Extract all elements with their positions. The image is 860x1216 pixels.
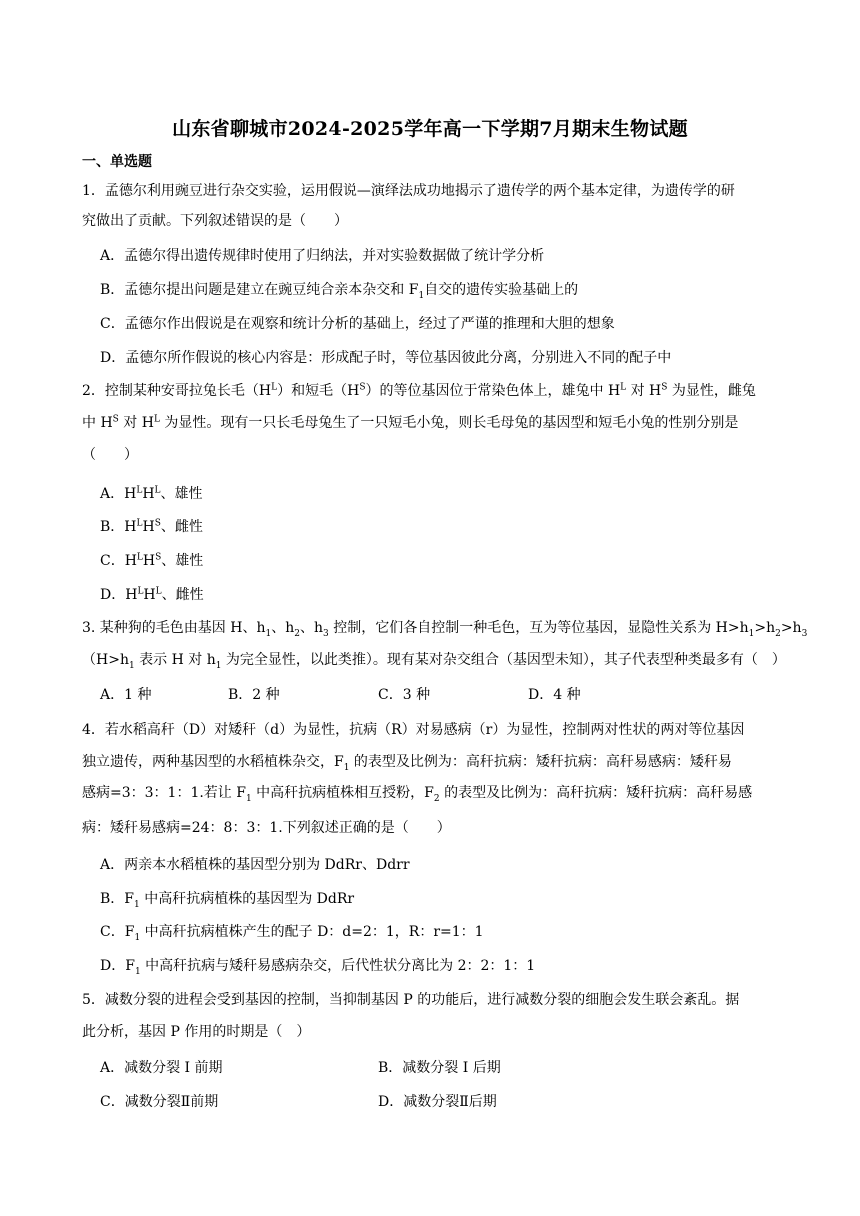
question-3-option-c[interactable]: C．3 种 bbox=[378, 687, 431, 703]
question-4-option-a[interactable]: A．两亲本水稻植株的基因型分别为 DdRr、Ddrr bbox=[100, 857, 410, 873]
question-5-option-b[interactable]: B．减数分裂 I 后期 bbox=[378, 1060, 501, 1076]
question-1-stem-line2: 究做出了贡献。下列叙述错误的是（ ） bbox=[82, 213, 348, 229]
question-4-stem-line1: 4．若水稻高秆（D）对矮秆（d）为显性，抗病（R）对易感病（r）为显性，控制两对性状的两对等位基因 bbox=[82, 722, 745, 738]
question-5-option-a[interactable]: A．减数分裂 I 前期 bbox=[100, 1060, 223, 1076]
question-1-option-b[interactable]: B．孟德尔提出问题是建立在豌豆纯合亲本杂交和 $F_1$自交的遗传实验基础上的 bbox=[100, 282, 579, 301]
question-4-option-c[interactable]: C．$F_1$ 中高秆抗病植株产生的配子 D：d=2：1，R：r=1：1 bbox=[100, 924, 484, 943]
question-4-option-b[interactable]: B．$F_1$ 中高秆抗病植株的基因型为 DdRr bbox=[100, 891, 355, 910]
question-1-option-a[interactable]: A．孟德尔得出遗传规律时使用了归纳法，并对实验数据做了统计学分析 bbox=[100, 248, 545, 264]
question-2-option-a[interactable]: A．$H^LH^L$、雄性 bbox=[100, 485, 203, 502]
question-5-stem-line1: 5．减数分裂的进程会受到基因的控制，当抑制基因 P 的功能后，进行减数分裂的细胞会发生联会紊乱。据 bbox=[82, 992, 740, 1008]
question-1-option-d[interactable]: D．孟德尔所作假说的核心内容是：形成配子时，等位基因彼此分离，分别进入不同的配子中 bbox=[100, 350, 672, 366]
question-2-stem-line1: 2．控制某种安哥拉兔长毛$(H^L)$和短毛$(H^S)$的等位基因位于常染色体上，雄兔中 $H^L$ 对 $H^S$ 为显性，雌兔 bbox=[82, 382, 756, 399]
question-5-option-d[interactable]: D．减数分裂Ⅱ后期 bbox=[378, 1094, 497, 1110]
question-2-stem-line2: 中 $H^S$ 对 $H^L$ 为显性。现有一只长毛母兔生了一只短毛小兔，则长毛母兔的基因型和短毛小兔的性别分别是 bbox=[82, 414, 739, 431]
question-3-option-a[interactable]: A．1 种 bbox=[100, 687, 152, 703]
question-2-stem-line3: （ ） bbox=[82, 447, 138, 463]
question-4-stem-line2: 独立遗传，两种基因型的水稻植株杂交，$F_1$ 的表型及比例为：高秆抗病：矮秆抗病：高秆易感病：矮秆易 bbox=[82, 754, 732, 773]
question-2-option-c[interactable]: C．$H^LH^S$、雄性 bbox=[100, 552, 204, 569]
question-2-option-d[interactable]: D．$H^LH^L$、雌性 bbox=[100, 586, 204, 603]
question-5-option-c[interactable]: C．减数分裂Ⅱ前期 bbox=[100, 1094, 219, 1110]
question-4-stem-line3: 感病=3：3：1：1.若让 $F_1$ 中高秆抗病植株相互授粉，$F_2$ 的表型及比例为：高秆抗病：矮秆抗病：高秆易感 bbox=[82, 785, 753, 804]
question-5-stem-line2: 此分析，基因 P 作用的时期是（ ） bbox=[82, 1024, 311, 1040]
question-3-option-b[interactable]: B．2 种 bbox=[228, 687, 280, 703]
section-heading: 一、单选题 bbox=[82, 154, 152, 170]
question-3-stem-line2: （$H>h_1$ 表示 H 对 $h_1$ 为完全显性，以此类推）。现有某对杂交组合（基因型未知），其子代表型种类最多有（ ） bbox=[82, 652, 786, 671]
question-1-option-c[interactable]: C．孟德尔作出假说是在观察和统计分析的基础上，经过了严谨的推理和大胆的想象 bbox=[100, 316, 615, 332]
question-2-option-b[interactable]: B．$H^LH^S$、雌性 bbox=[100, 518, 203, 535]
question-1-stem-line1: 1．孟德尔利用豌豆进行杂交实验，运用假说—演绎法成功地揭示了遗传学的两个基本定律，为遗传学的研 bbox=[82, 183, 735, 199]
question-3-stem-line1: 3. 某种狗的毛色由基因 H、$h_1$、$h_2$、$h_3$ 控制，它们各自控制一种毛色，互为等位基因，显隐性关系为 $H>h_1>h_2>h_3$ bbox=[82, 620, 808, 639]
question-4-option-d[interactable]: D．$F_1$ 中高秆抗病与矮秆易感病杂交，后代性状分离比为 2：2：1：1 bbox=[100, 958, 536, 977]
question-4-stem-line4: 病：矮秆易感病=24：8：3：1.下列叙述正确的是（ ） bbox=[82, 820, 451, 836]
page-title: 山东省聊城市2024-2025学年高一下学期7月期末生物试题 bbox=[172, 118, 688, 140]
question-3-option-d[interactable]: D．4 种 bbox=[528, 687, 581, 703]
